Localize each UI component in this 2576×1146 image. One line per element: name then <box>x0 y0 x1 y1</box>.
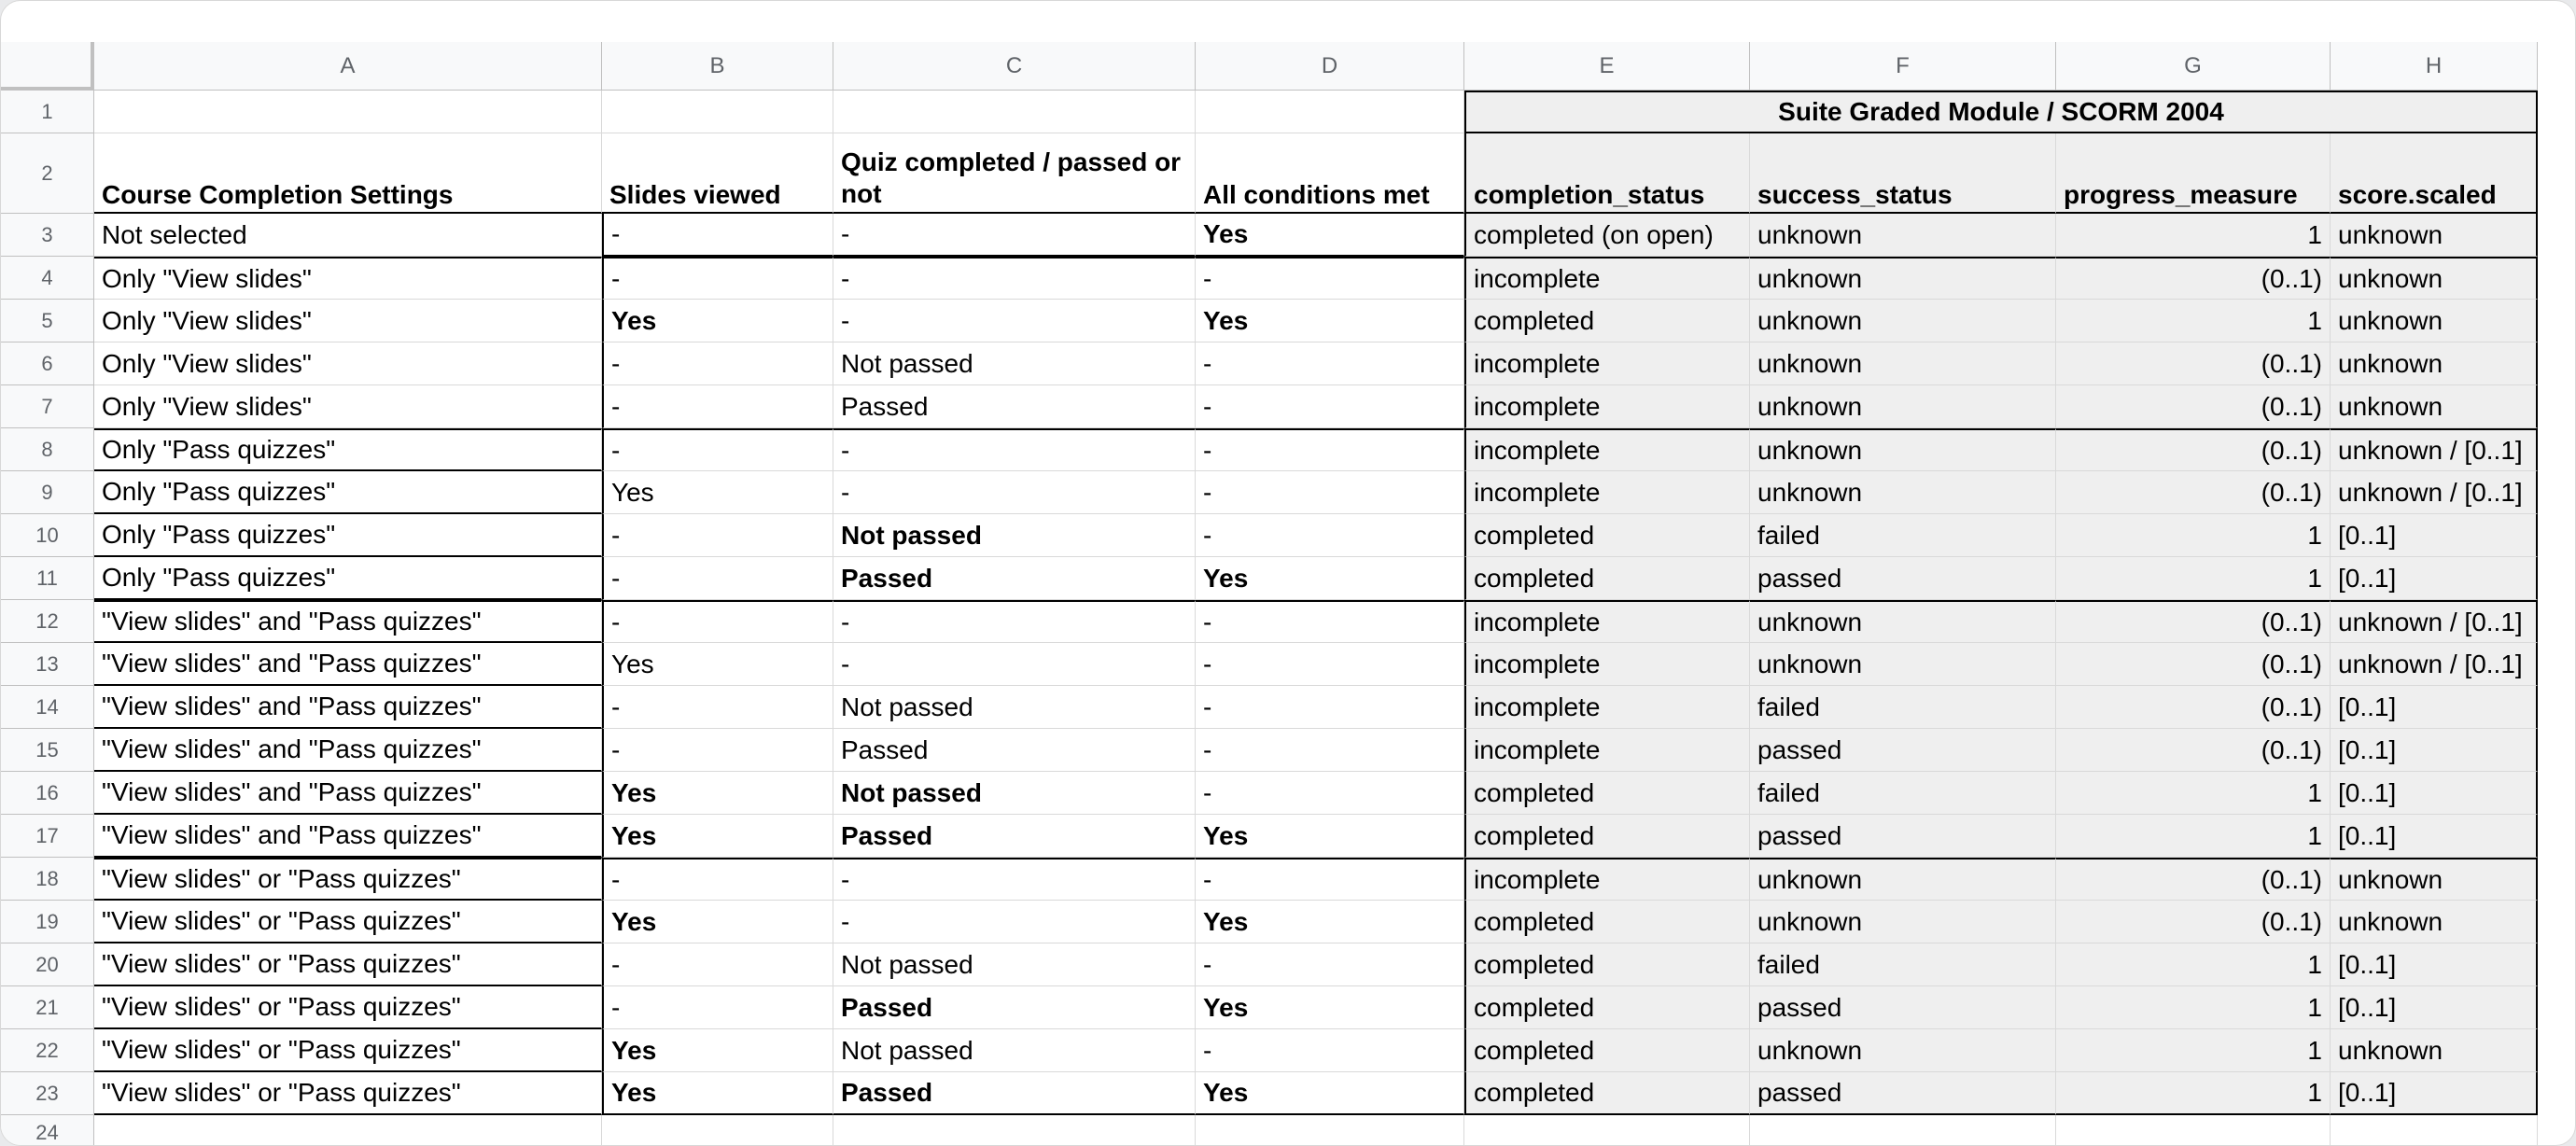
table-row <box>1 815 2538 858</box>
cell-e[interactable]: incomplete <box>1464 257 1750 300</box>
table-row <box>1 858 2538 901</box>
cell-b[interactable]: Yes <box>602 901 833 943</box>
cell-f[interactable]: failed <box>1750 686 2056 729</box>
column-header-a[interactable]: A <box>94 42 602 91</box>
cell-g[interactable]: (0..1) <box>2056 600 2331 643</box>
cell-g[interactable]: 1 <box>2056 300 2331 342</box>
cell-h[interactable]: unknown / [0..1] <box>2331 471 2538 514</box>
table-row <box>1 214 2538 257</box>
group-header-cell[interactable]: Suite Graded Module / SCORM 2004 <box>1464 91 2538 133</box>
cell-h[interactable]: [0..1] <box>2331 1072 2538 1115</box>
cell-e[interactable]: incomplete <box>1464 471 1750 514</box>
row-number[interactable]: 10 <box>1 514 94 557</box>
cell-c[interactable]: - <box>833 901 1196 943</box>
cell-h[interactable]: unknown <box>2331 342 2538 385</box>
cell-a[interactable]: "View slides" and "Pass quizzes" <box>94 600 602 643</box>
cell-d[interactable]: Yes <box>1196 901 1464 943</box>
cell-b[interactable]: - <box>602 686 833 729</box>
cell-b[interactable]: - <box>602 600 833 643</box>
cell-d[interactable]: - <box>1196 943 1464 986</box>
table-row <box>1 300 2538 342</box>
cell-e[interactable]: completed <box>1464 772 1750 815</box>
cell-f[interactable]: passed <box>1750 557 2056 600</box>
cell-b[interactable]: - <box>602 514 833 557</box>
table-row <box>1 643 2538 686</box>
cell-b[interactable]: Yes <box>602 300 833 342</box>
cell-f[interactable]: passed <box>1750 815 2056 858</box>
cell-f[interactable]: unknown <box>1750 300 2056 342</box>
cell-g[interactable]: 1 <box>2056 514 2331 557</box>
cell-f[interactable]: unknown <box>1750 428 2056 471</box>
row-number[interactable]: 5 <box>1 300 94 342</box>
cell-e[interactable]: incomplete <box>1464 686 1750 729</box>
row-number[interactable]: 3 <box>1 214 94 257</box>
cell-b[interactable]: - <box>602 342 833 385</box>
cell-h[interactable]: [0..1] <box>2331 815 2538 858</box>
row-number[interactable]: 21 <box>1 986 94 1029</box>
table-row <box>1 471 2538 514</box>
cell-f[interactable]: unknown <box>1750 858 2056 901</box>
cell-a[interactable]: "View slides" and "Pass quizzes" <box>94 686 602 729</box>
row-number[interactable]: 23 <box>1 1072 94 1115</box>
cell-a[interactable]: Only "View slides" <box>94 385 602 428</box>
cell-h[interactable]: unknown <box>2331 300 2538 342</box>
cell[interactable] <box>602 1115 833 1146</box>
cell[interactable] <box>1196 91 1464 133</box>
cell-a[interactable]: Only "Pass quizzes" <box>94 514 602 557</box>
cell-g[interactable]: (0..1) <box>2056 257 2331 300</box>
table-row <box>1 986 2538 1029</box>
cell-b[interactable]: Yes <box>602 815 833 858</box>
cell-b[interactable]: Yes <box>602 643 833 686</box>
cell-a[interactable]: "View slides" or "Pass quizzes" <box>94 943 602 986</box>
cell-b[interactable]: - <box>602 557 833 600</box>
cell-d[interactable]: - <box>1196 600 1464 643</box>
cell-g[interactable]: (0..1) <box>2056 385 2331 428</box>
cell-g[interactable]: 1 <box>2056 986 2331 1029</box>
cell-d[interactable]: Yes <box>1196 1072 1464 1115</box>
cell-c[interactable]: Passed <box>833 729 1196 772</box>
cell-d[interactable]: - <box>1196 428 1464 471</box>
cell-f[interactable]: unknown <box>1750 385 2056 428</box>
cell-e[interactable]: completed <box>1464 1029 1750 1072</box>
row-number[interactable]: 7 <box>1 385 94 428</box>
cell-g[interactable]: (0..1) <box>2056 729 2331 772</box>
table-row <box>1 943 2538 986</box>
cell-h[interactable]: unknown <box>2331 214 2538 257</box>
cell-d[interactable]: Yes <box>1196 300 1464 342</box>
cell-f[interactable]: failed <box>1750 943 2056 986</box>
cell-d[interactable]: - <box>1196 514 1464 557</box>
cell-b[interactable]: - <box>602 257 833 300</box>
column-header-c[interactable]: C <box>833 42 1196 91</box>
cell-h[interactable]: unknown <box>2331 1029 2538 1072</box>
cell-a[interactable]: "View slides" or "Pass quizzes" <box>94 1029 602 1072</box>
cell-e[interactable]: incomplete <box>1464 643 1750 686</box>
table-row <box>1 1115 2538 1146</box>
cell-e[interactable]: completed <box>1464 1072 1750 1115</box>
cell-b[interactable]: - <box>602 428 833 471</box>
cell-f[interactable]: passed <box>1750 729 2056 772</box>
cell-g[interactable]: (0..1) <box>2056 901 2331 943</box>
select-all-corner[interactable] <box>1 42 94 91</box>
row-number[interactable]: 22 <box>1 1029 94 1072</box>
cell-e[interactable]: completed <box>1464 514 1750 557</box>
cell-h[interactable]: unknown <box>2331 858 2538 901</box>
header-a[interactable]: Course Completion Settings <box>94 133 602 214</box>
header-c[interactable]: Quiz completed / passed or not <box>833 133 1196 214</box>
cell-e[interactable]: completed <box>1464 557 1750 600</box>
cell-f[interactable]: passed <box>1750 986 2056 1029</box>
cell[interactable] <box>94 91 602 133</box>
cell-a[interactable]: Only "Pass quizzes" <box>94 557 602 600</box>
cell-a[interactable]: Only "Pass quizzes" <box>94 428 602 471</box>
cell-c[interactable]: Not passed <box>833 943 1196 986</box>
cell-h[interactable]: unknown / [0..1] <box>2331 428 2538 471</box>
header-f[interactable]: success_status <box>1750 133 2056 214</box>
cell[interactable] <box>94 1115 602 1146</box>
cell-a[interactable]: "View slides" or "Pass quizzes" <box>94 901 602 943</box>
cell-g[interactable]: (0..1) <box>2056 643 2331 686</box>
cell-c[interactable]: Not passed <box>833 772 1196 815</box>
header-h[interactable]: score.scaled <box>2331 133 2538 214</box>
cell-d[interactable]: - <box>1196 342 1464 385</box>
cell-c[interactable]: - <box>833 643 1196 686</box>
row-number[interactable]: 14 <box>1 686 94 729</box>
cell-e[interactable]: completed <box>1464 901 1750 943</box>
row-number[interactable]: 11 <box>1 557 94 600</box>
row-number[interactable]: 9 <box>1 471 94 514</box>
cell-g[interactable]: 1 <box>2056 943 2331 986</box>
cell-d[interactable]: - <box>1196 643 1464 686</box>
cell-b[interactable]: Yes <box>602 772 833 815</box>
cell-a[interactable]: "View slides" and "Pass quizzes" <box>94 772 602 815</box>
cell-c[interactable]: Not passed <box>833 686 1196 729</box>
cell-e[interactable]: completed <box>1464 943 1750 986</box>
cell-f[interactable]: unknown <box>1750 1029 2056 1072</box>
cell-h[interactable]: [0..1] <box>2331 729 2538 772</box>
cell-d[interactable]: - <box>1196 686 1464 729</box>
header-b[interactable]: Slides viewed <box>602 133 833 214</box>
row-number[interactable]: 17 <box>1 815 94 858</box>
cell-c[interactable]: Passed <box>833 385 1196 428</box>
cell[interactable] <box>833 1115 1196 1146</box>
row-number[interactable]: 15 <box>1 729 94 772</box>
column-header-e[interactable]: E <box>1464 42 1750 91</box>
cell-c[interactable]: - <box>833 428 1196 471</box>
cell-f[interactable]: failed <box>1750 772 2056 815</box>
table-row <box>1 385 2538 428</box>
cell-h[interactable]: [0..1] <box>2331 943 2538 986</box>
cell-f[interactable]: unknown <box>1750 471 2056 514</box>
row-number[interactable]: 20 <box>1 943 94 986</box>
cell-g[interactable]: (0..1) <box>2056 428 2331 471</box>
cell-b[interactable]: - <box>602 729 833 772</box>
row-number[interactable]: 19 <box>1 901 94 943</box>
table-row <box>1 772 2538 815</box>
cell-c[interactable]: - <box>833 300 1196 342</box>
cell[interactable] <box>1750 1115 2056 1146</box>
cell-g[interactable]: (0..1) <box>2056 342 2331 385</box>
cell[interactable] <box>1196 1115 1464 1146</box>
cell-b[interactable]: - <box>602 858 833 901</box>
cell[interactable] <box>2331 1115 2538 1146</box>
cell-h[interactable]: [0..1] <box>2331 772 2538 815</box>
row-number[interactable]: 8 <box>1 428 94 471</box>
column-header-g[interactable]: G <box>2056 42 2331 91</box>
cell-e[interactable]: incomplete <box>1464 342 1750 385</box>
cell-a[interactable]: "View slides" and "Pass quizzes" <box>94 815 602 858</box>
cell-e[interactable]: completed <box>1464 815 1750 858</box>
cell-b[interactable]: - <box>602 943 833 986</box>
row-number[interactable]: 6 <box>1 342 94 385</box>
cell-c[interactable]: - <box>833 600 1196 643</box>
cell-b[interactable]: Yes <box>602 1029 833 1072</box>
cell-f[interactable]: unknown <box>1750 214 2056 257</box>
cell-g[interactable]: 1 <box>2056 772 2331 815</box>
cell-f[interactable]: unknown <box>1750 600 2056 643</box>
cell-g[interactable]: 1 <box>2056 214 2331 257</box>
cell-b[interactable]: Yes <box>602 471 833 514</box>
cell-e[interactable]: completed (on open) <box>1464 214 1750 257</box>
column-header-row <box>1 42 2538 91</box>
cell-g[interactable]: 1 <box>2056 557 2331 600</box>
cell-g[interactable]: (0..1) <box>2056 471 2331 514</box>
cell-f[interactable]: unknown <box>1750 257 2056 300</box>
cell-c[interactable]: Passed <box>833 815 1196 858</box>
table-row <box>1 557 2538 600</box>
cell-c[interactable]: - <box>833 214 1196 257</box>
cell-d[interactable]: - <box>1196 471 1464 514</box>
cell-f[interactable]: unknown <box>1750 643 2056 686</box>
header-d[interactable]: All conditions met <box>1196 133 1464 214</box>
cell-a[interactable]: Only "Pass quizzes" <box>94 471 602 514</box>
cell-c[interactable]: Passed <box>833 557 1196 600</box>
row-number[interactable]: 24 <box>1 1115 94 1146</box>
cell-a[interactable]: "View slides" or "Pass quizzes" <box>94 986 602 1029</box>
cell-f[interactable]: failed <box>1750 514 2056 557</box>
cell-c[interactable]: - <box>833 257 1196 300</box>
cell-h[interactable]: unknown / [0..1] <box>2331 643 2538 686</box>
column-header-h[interactable]: H <box>2331 42 2538 91</box>
cell-c[interactable]: - <box>833 471 1196 514</box>
table-row <box>1 686 2538 729</box>
cell-e[interactable]: incomplete <box>1464 428 1750 471</box>
cell-g[interactable]: 1 <box>2056 1029 2331 1072</box>
cell-d[interactable]: Yes <box>1196 557 1464 600</box>
cell[interactable] <box>2056 1115 2331 1146</box>
cell-b[interactable]: Yes <box>602 1072 833 1115</box>
cell-b[interactable]: - <box>602 214 833 257</box>
table-row <box>1 91 2538 133</box>
cell-e[interactable]: incomplete <box>1464 858 1750 901</box>
cell-a[interactable]: Only "View slides" <box>94 257 602 300</box>
table-row <box>1 729 2538 772</box>
cell-c[interactable]: Passed <box>833 986 1196 1029</box>
cell-b[interactable]: - <box>602 385 833 428</box>
cell-f[interactable]: unknown <box>1750 901 2056 943</box>
cell-h[interactable]: [0..1] <box>2331 514 2538 557</box>
header-g[interactable]: progress_measure <box>2056 133 2331 214</box>
cell-c[interactable]: Not passed <box>833 1029 1196 1072</box>
row-number[interactable]: 18 <box>1 858 94 901</box>
cell-e[interactable]: incomplete <box>1464 600 1750 643</box>
cell-e[interactable]: completed <box>1464 986 1750 1029</box>
cell-d[interactable]: Yes <box>1196 815 1464 858</box>
row-number[interactable]: 1 <box>1 91 94 133</box>
cell-d[interactable]: - <box>1196 729 1464 772</box>
cell-d[interactable]: - <box>1196 385 1464 428</box>
table-row <box>1 1072 2538 1115</box>
row-number[interactable]: 16 <box>1 772 94 815</box>
cell-h[interactable]: unknown <box>2331 901 2538 943</box>
cell-h[interactable]: unknown <box>2331 385 2538 428</box>
row-number[interactable]: 4 <box>1 257 94 300</box>
table-row <box>1 342 2538 385</box>
cell-d[interactable]: - <box>1196 1029 1464 1072</box>
row-number[interactable]: 13 <box>1 643 94 686</box>
cell-c[interactable]: - <box>833 858 1196 901</box>
table-row <box>1 600 2538 643</box>
cell-h[interactable]: [0..1] <box>2331 557 2538 600</box>
cell-d[interactable]: Yes <box>1196 986 1464 1029</box>
cell-a[interactable]: "View slides" and "Pass quizzes" <box>94 643 602 686</box>
column-header-f[interactable]: F <box>1750 42 2056 91</box>
cell-h[interactable]: unknown / [0..1] <box>2331 600 2538 643</box>
cell-e[interactable]: incomplete <box>1464 729 1750 772</box>
cell-a[interactable]: "View slides" or "Pass quizzes" <box>94 858 602 901</box>
table-row <box>1 428 2538 471</box>
row-number[interactable]: 12 <box>1 600 94 643</box>
cell-h[interactable]: unknown <box>2331 257 2538 300</box>
cell-d[interactable]: - <box>1196 858 1464 901</box>
cell-c[interactable]: Not passed <box>833 342 1196 385</box>
cell-a[interactable]: "View slides" and "Pass quizzes" <box>94 729 602 772</box>
cell-d[interactable]: - <box>1196 257 1464 300</box>
cell-c[interactable]: Passed <box>833 1072 1196 1115</box>
cell[interactable] <box>1464 1115 1750 1146</box>
cell-b[interactable]: - <box>602 986 833 1029</box>
cell-d[interactable]: Yes <box>1196 214 1464 257</box>
cell-e[interactable]: completed <box>1464 300 1750 342</box>
column-header-d[interactable]: D <box>1196 42 1464 91</box>
cell-g[interactable]: 1 <box>2056 815 2331 858</box>
cell-g[interactable]: (0..1) <box>2056 858 2331 901</box>
cell-g[interactable]: 1 <box>2056 1072 2331 1115</box>
header-e[interactable]: completion_status <box>1464 133 1750 214</box>
cell-a[interactable]: Not selected <box>94 214 602 257</box>
table-row <box>1 901 2538 943</box>
cell-f[interactable]: unknown <box>1750 342 2056 385</box>
column-header-b[interactable]: B <box>602 42 833 91</box>
cell-c[interactable]: Not passed <box>833 514 1196 557</box>
cell[interactable] <box>833 91 1196 133</box>
cell-a[interactable]: Only "View slides" <box>94 342 602 385</box>
header-row <box>1 133 2538 214</box>
cell-a[interactable]: "View slides" or "Pass quizzes" <box>94 1072 602 1115</box>
cell-e[interactable]: incomplete <box>1464 385 1750 428</box>
cell-f[interactable]: passed <box>1750 1072 2056 1115</box>
row-number[interactable]: 2 <box>1 133 94 214</box>
cell-d[interactable]: - <box>1196 772 1464 815</box>
table-row <box>1 514 2538 557</box>
cell-h[interactable]: [0..1] <box>2331 986 2538 1029</box>
cell-a[interactable]: Only "View slides" <box>94 300 602 342</box>
table-row <box>1 1029 2538 1072</box>
cell-g[interactable]: (0..1) <box>2056 686 2331 729</box>
cell[interactable] <box>602 91 833 133</box>
table-row <box>1 257 2538 300</box>
cell-h[interactable]: [0..1] <box>2331 686 2538 729</box>
